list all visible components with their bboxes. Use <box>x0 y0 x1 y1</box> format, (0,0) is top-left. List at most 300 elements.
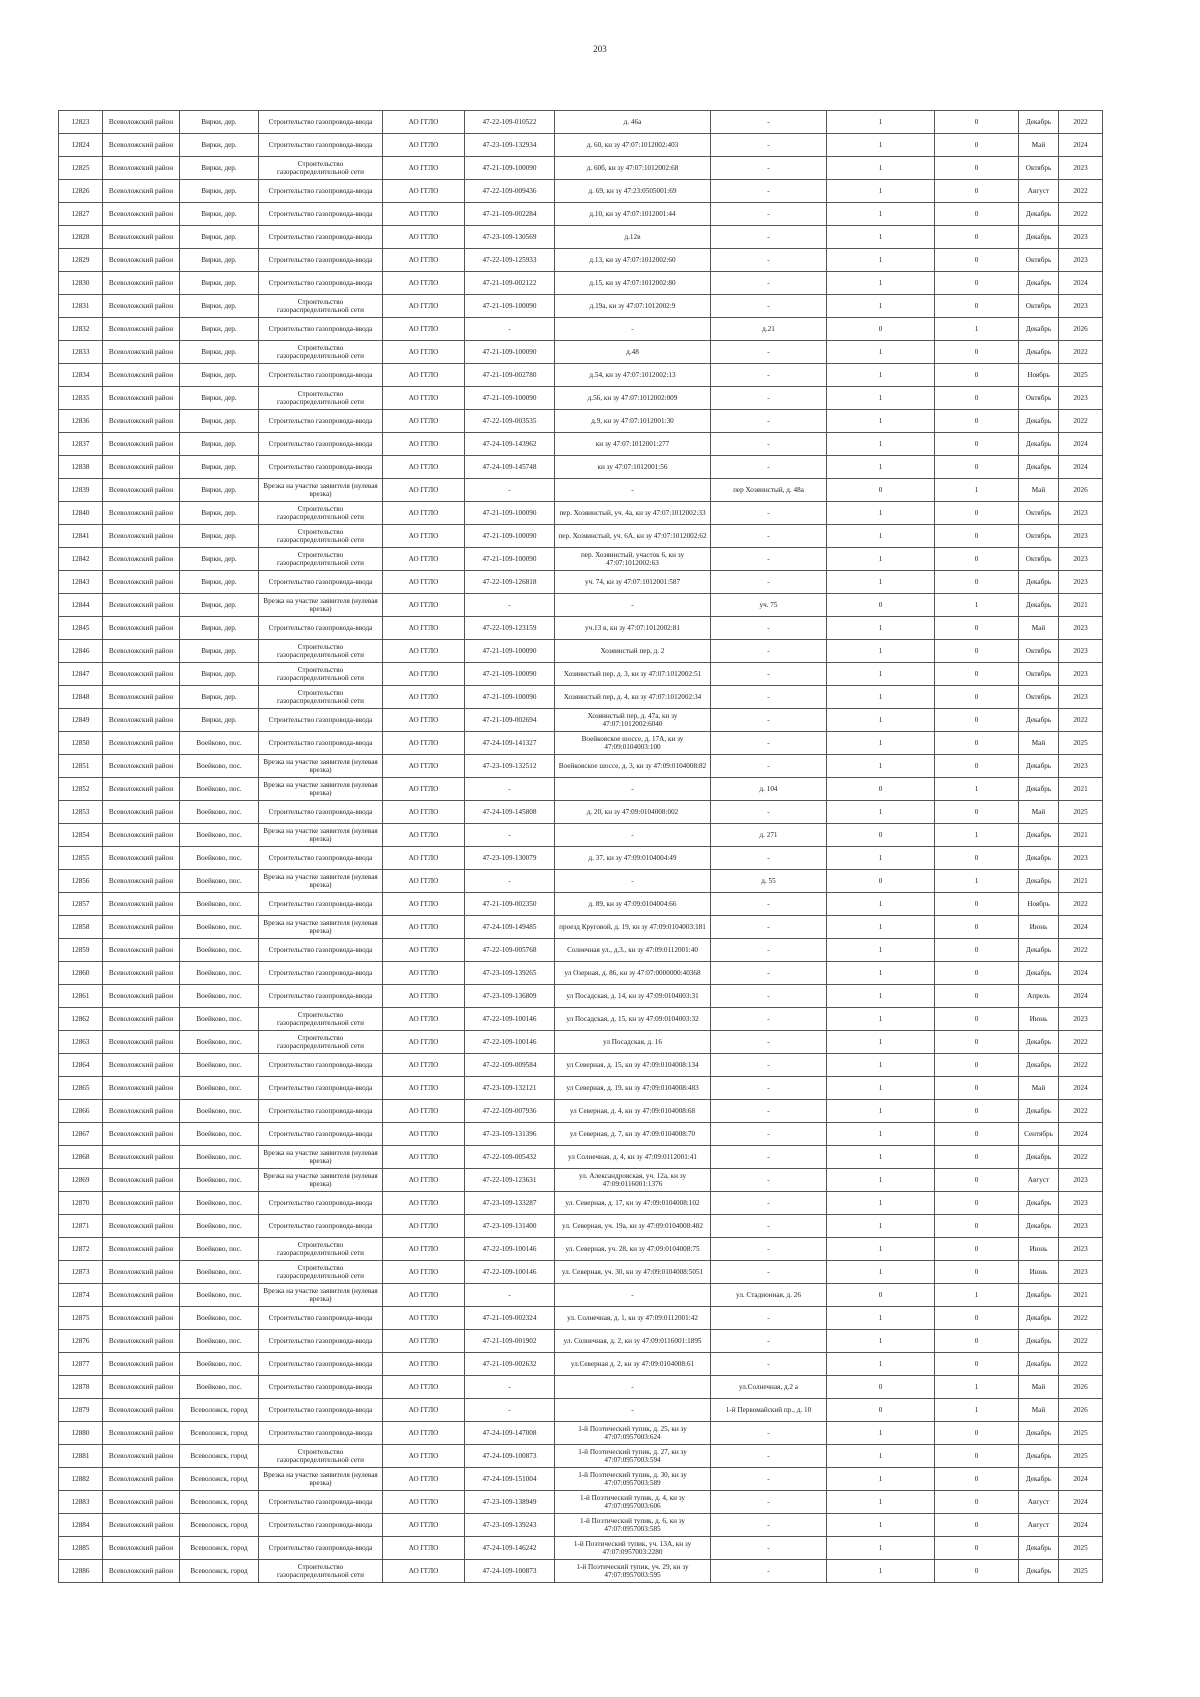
district-cell: Всеволожский район <box>103 1008 180 1031</box>
district-cell: Всеволожский район <box>103 525 180 548</box>
organization-cell: АО ГГЛО <box>383 939 465 962</box>
table-row <box>59 640 1103 663</box>
month-cell: Декабрь <box>1019 1284 1059 1307</box>
work-type-cell: Строительство газораспределительной сети <box>259 1008 383 1031</box>
year-cell: 2024 <box>1059 272 1103 295</box>
table-row <box>59 1537 1103 1560</box>
address-cell: уч.13 в, кн зу 47:07:1012002:81 <box>555 617 711 640</box>
organization-cell: АО ГГЛО <box>383 686 465 709</box>
month-cell: Октябрь <box>1019 525 1059 548</box>
table-row <box>59 157 1103 180</box>
organization-cell: АО ГГЛО <box>383 1215 465 1238</box>
settlement-cell: Вирки, дер. <box>180 663 259 686</box>
organization-cell: АО ГГЛО <box>383 1284 465 1307</box>
planned-address-cell: - <box>711 1537 827 1560</box>
year-cell: 2024 <box>1059 1491 1103 1514</box>
planned-flag-cell: 0 <box>935 709 1019 732</box>
contract-number-cell: 47-23-109-132512 <box>465 755 555 778</box>
planned-flag-cell: 0 <box>935 1215 1019 1238</box>
year-cell: 2024 <box>1059 916 1103 939</box>
planned-address-cell: - <box>711 387 827 410</box>
organization-cell: АО ГГЛО <box>383 985 465 1008</box>
planned-address-cell: - <box>711 1468 827 1491</box>
planned-flag-cell: 1 <box>935 870 1019 893</box>
month-cell: Декабрь <box>1019 571 1059 594</box>
contract-number-cell: 47-21-109-002324 <box>465 1307 555 1330</box>
row-number-cell: 12886 <box>59 1560 103 1583</box>
table-row <box>59 249 1103 272</box>
district-cell: Всеволожский район <box>103 1169 180 1192</box>
year-cell: 2022 <box>1059 1031 1103 1054</box>
district-cell: Всеволожский район <box>103 939 180 962</box>
month-cell: Декабрь <box>1019 1215 1059 1238</box>
work-type-cell: Строительство газопровода-ввода <box>259 226 383 249</box>
work-type-cell: Врезка на участке заявителя (нулевая врезка) <box>259 755 383 778</box>
settlement-cell: Вирки, дер. <box>180 295 259 318</box>
row-number-cell: 12855 <box>59 847 103 870</box>
contract-number-cell: 47-22-109-125933 <box>465 249 555 272</box>
settlement-cell: Всеволожск, город <box>180 1445 259 1468</box>
settlement-cell: Вирки, дер. <box>180 502 259 525</box>
year-cell: 2023 <box>1059 525 1103 548</box>
contract-number-cell: 47-21-109-002694 <box>465 709 555 732</box>
row-number-cell: 12859 <box>59 939 103 962</box>
settlement-cell: Воейково, пос. <box>180 870 259 893</box>
work-type-cell: Строительство газораспределительной сети <box>259 387 383 410</box>
row-number-cell: 12866 <box>59 1100 103 1123</box>
contract-number-cell: 47-21-109-100090 <box>465 502 555 525</box>
completed-flag-cell: 1 <box>827 893 935 916</box>
table-row <box>59 1284 1103 1307</box>
contract-number-cell: 47-21-109-100090 <box>465 548 555 571</box>
row-number-cell: 12851 <box>59 755 103 778</box>
table-row <box>59 1514 1103 1537</box>
table-row <box>59 180 1103 203</box>
completed-flag-cell: 1 <box>827 847 935 870</box>
row-number-cell: 12847 <box>59 663 103 686</box>
settlement-cell: Воейково, пос. <box>180 1031 259 1054</box>
organization-cell: АО ГГЛО <box>383 226 465 249</box>
completed-flag-cell: 1 <box>827 755 935 778</box>
organization-cell: АО ГГЛО <box>383 1353 465 1376</box>
contract-number-cell: - <box>465 1284 555 1307</box>
table-row <box>59 341 1103 364</box>
row-number-cell: 12852 <box>59 778 103 801</box>
row-number-cell: 12858 <box>59 916 103 939</box>
planned-flag-cell: 0 <box>935 985 1019 1008</box>
planned-address-cell: - <box>711 1146 827 1169</box>
settlement-cell: Воейково, пос. <box>180 985 259 1008</box>
table-row <box>59 1008 1103 1031</box>
address-cell: д. 46а <box>555 111 711 134</box>
organization-cell: АО ГГЛО <box>383 203 465 226</box>
table-row <box>59 1215 1103 1238</box>
month-cell: Май <box>1019 479 1059 502</box>
work-type-cell: Строительство газопровода-ввода <box>259 1399 383 1422</box>
year-cell: 2023 <box>1059 571 1103 594</box>
planned-flag-cell: 0 <box>935 1261 1019 1284</box>
month-cell: Декабрь <box>1019 1353 1059 1376</box>
settlement-cell: Всеволожск, город <box>180 1491 259 1514</box>
organization-cell: АО ГГЛО <box>383 1537 465 1560</box>
work-type-cell: Строительство газораспределительной сети <box>259 1560 383 1583</box>
month-cell: Декабрь <box>1019 709 1059 732</box>
year-cell: 2023 <box>1059 640 1103 663</box>
district-cell: Всеволожский район <box>103 364 180 387</box>
completed-flag-cell: 1 <box>827 1537 935 1560</box>
planned-address-cell: - <box>711 1100 827 1123</box>
district-cell: Всеволожский район <box>103 1146 180 1169</box>
address-cell: - <box>555 318 711 341</box>
district-cell: Всеволожский район <box>103 249 180 272</box>
planned-address-cell: - <box>711 433 827 456</box>
contract-number-cell: 47-23-109-130079 <box>465 847 555 870</box>
district-cell: Всеволожский район <box>103 962 180 985</box>
row-number-cell: 12871 <box>59 1215 103 1238</box>
organization-cell: АО ГГЛО <box>383 410 465 433</box>
planned-flag-cell: 0 <box>935 1330 1019 1353</box>
work-type-cell: Строительство газопровода-ввода <box>259 318 383 341</box>
address-cell: пер. Хозяинстый, уч. 6А, кн зу 47:07:1012002:62 <box>555 525 711 548</box>
planned-flag-cell: 0 <box>935 341 1019 364</box>
row-number-cell: 12839 <box>59 479 103 502</box>
month-cell: Июнь <box>1019 1008 1059 1031</box>
completed-flag-cell: 1 <box>827 1468 935 1491</box>
contract-number-cell: 47-21-109-100090 <box>465 295 555 318</box>
address-cell: ул Посадская, д. 15, кн зу 47:09:0104003:32 <box>555 1008 711 1031</box>
organization-cell: АО ГГЛО <box>383 847 465 870</box>
organization-cell: АО ГГЛО <box>383 364 465 387</box>
planned-flag-cell: 0 <box>935 1238 1019 1261</box>
address-cell: д.48 <box>555 341 711 364</box>
table-row <box>59 870 1103 893</box>
organization-cell: АО ГГЛО <box>383 134 465 157</box>
address-cell: ул Северная, д. 4, кн зу 47:09:0104008:68 <box>555 1100 711 1123</box>
organization-cell: АО ГГЛО <box>383 617 465 640</box>
planned-address-cell: - <box>711 709 827 732</box>
work-type-cell: Строительство газопровода-ввода <box>259 1422 383 1445</box>
completed-flag-cell: 1 <box>827 272 935 295</box>
row-number-cell: 12872 <box>59 1238 103 1261</box>
organization-cell: АО ГГЛО <box>383 111 465 134</box>
year-cell: 2022 <box>1059 180 1103 203</box>
planned-flag-cell: 0 <box>935 548 1019 571</box>
row-number-cell: 12867 <box>59 1123 103 1146</box>
district-cell: Всеволожский район <box>103 801 180 824</box>
organization-cell: АО ГГЛО <box>383 1008 465 1031</box>
address-cell: ул. Северная, уч. 28, кн зу 47:09:0104008:75 <box>555 1238 711 1261</box>
contract-number-cell: 47-24-109-100873 <box>465 1445 555 1468</box>
address-cell: д.15, кн зу 47:07:1012002:80 <box>555 272 711 295</box>
row-number-cell: 12870 <box>59 1192 103 1215</box>
month-cell: Декабрь <box>1019 1330 1059 1353</box>
settlement-cell: Вирки, дер. <box>180 157 259 180</box>
organization-cell: АО ГГЛО <box>383 893 465 916</box>
contract-number-cell: 47-21-109-002350 <box>465 893 555 916</box>
district-cell: Всеволожский район <box>103 433 180 456</box>
year-cell: 2024 <box>1059 456 1103 479</box>
contract-number-cell: - <box>465 870 555 893</box>
completed-flag-cell: 1 <box>827 663 935 686</box>
planned-flag-cell: 0 <box>935 111 1019 134</box>
contract-number-cell: 47-21-109-100090 <box>465 387 555 410</box>
work-type-cell: Строительство газораспределительной сети <box>259 1261 383 1284</box>
planned-flag-cell: 0 <box>935 732 1019 755</box>
row-number-cell: 12873 <box>59 1261 103 1284</box>
row-number-cell: 12825 <box>59 157 103 180</box>
planned-address-cell: - <box>711 111 827 134</box>
contract-number-cell: 47-21-109-002122 <box>465 272 555 295</box>
month-cell: Декабрь <box>1019 1100 1059 1123</box>
district-cell: Всеволожский район <box>103 341 180 364</box>
planned-address-cell: - <box>711 1238 827 1261</box>
month-cell: Декабрь <box>1019 1422 1059 1445</box>
planned-flag-cell: 0 <box>935 1054 1019 1077</box>
planned-flag-cell: 0 <box>935 1468 1019 1491</box>
address-cell: - <box>555 778 711 801</box>
district-cell: Всеволожский район <box>103 594 180 617</box>
month-cell: Декабрь <box>1019 1054 1059 1077</box>
year-cell: 2024 <box>1059 1514 1103 1537</box>
month-cell: Декабрь <box>1019 203 1059 226</box>
row-number-cell: 12853 <box>59 801 103 824</box>
district-cell: Всеволожский район <box>103 1376 180 1399</box>
planned-address-cell: - <box>711 502 827 525</box>
month-cell: Август <box>1019 1514 1059 1537</box>
month-cell: Июнь <box>1019 1261 1059 1284</box>
planned-flag-cell: 0 <box>935 1031 1019 1054</box>
organization-cell: АО ГГЛО <box>383 1261 465 1284</box>
year-cell: 2023 <box>1059 686 1103 709</box>
work-type-cell: Врезка на участке заявителя (нулевая врезка) <box>259 1468 383 1491</box>
planned-flag-cell: 1 <box>935 824 1019 847</box>
row-number-cell: 12876 <box>59 1330 103 1353</box>
organization-cell: АО ГГЛО <box>383 272 465 295</box>
settlement-cell: Воейково, пос. <box>180 1192 259 1215</box>
settlement-cell: Вирки, дер. <box>180 341 259 364</box>
year-cell: 2024 <box>1059 1077 1103 1100</box>
row-number-cell: 12850 <box>59 732 103 755</box>
work-type-cell: Строительство газопровода-ввода <box>259 571 383 594</box>
address-cell: д.19а, кн зу 47:07:1012002:9 <box>555 295 711 318</box>
address-cell: уч. 74, кн зу 47:07:1012001:587 <box>555 571 711 594</box>
district-cell: Всеволожский район <box>103 709 180 732</box>
contract-number-cell: 47-21-109-002632 <box>465 1353 555 1376</box>
planned-address-cell: ул.Солнечная, д.2 а <box>711 1376 827 1399</box>
planned-address-cell: - <box>711 985 827 1008</box>
completed-flag-cell: 1 <box>827 111 935 134</box>
organization-cell: АО ГГЛО <box>383 1123 465 1146</box>
organization-cell: АО ГГЛО <box>383 1560 465 1583</box>
address-cell: д. 69, кн зу 47:23:0505001:69 <box>555 180 711 203</box>
address-cell: проезд Круговой, д. 19, кн зу 47:09:0104003:181 <box>555 916 711 939</box>
contract-number-cell: 47-22-109-123631 <box>465 1169 555 1192</box>
contract-number-cell: 47-23-109-132121 <box>465 1077 555 1100</box>
completed-flag-cell: 1 <box>827 801 935 824</box>
contract-number-cell: 47-24-109-145808 <box>465 801 555 824</box>
planned-flag-cell: 0 <box>935 1100 1019 1123</box>
planned-address-cell: 1-й Первомайский пр., д. 10 <box>711 1399 827 1422</box>
row-number-cell: 12830 <box>59 272 103 295</box>
year-cell: 2021 <box>1059 870 1103 893</box>
month-cell: Декабрь <box>1019 594 1059 617</box>
completed-flag-cell: 1 <box>827 939 935 962</box>
district-cell: Всеволожский район <box>103 1284 180 1307</box>
address-cell: д. 20, кн зу 47:09:0104008:002 <box>555 801 711 824</box>
table-row <box>59 1445 1103 1468</box>
settlement-cell: Вирки, дер. <box>180 272 259 295</box>
work-type-cell: Строительство газопровода-ввода <box>259 893 383 916</box>
month-cell: Декабрь <box>1019 939 1059 962</box>
year-cell: 2025 <box>1059 732 1103 755</box>
row-number-cell: 12841 <box>59 525 103 548</box>
year-cell: 2022 <box>1059 1353 1103 1376</box>
month-cell: Октябрь <box>1019 663 1059 686</box>
row-number-cell: 12864 <box>59 1054 103 1077</box>
planned-address-cell: - <box>711 1261 827 1284</box>
organization-cell: АО ГГЛО <box>383 1514 465 1537</box>
work-type-cell: Строительство газопровода-ввода <box>259 1353 383 1376</box>
row-number-cell: 12840 <box>59 502 103 525</box>
planned-address-cell: - <box>711 1169 827 1192</box>
address-cell: 1-й Поэтический тупик, д. 30, кн зу 47:07:0957003:589 <box>555 1468 711 1491</box>
planned-address-cell: д. 271 <box>711 824 827 847</box>
month-cell: Декабрь <box>1019 341 1059 364</box>
address-cell: пер. Хозяинстый, участок 6, кн зу 47:07:1012002:63 <box>555 548 711 571</box>
month-cell: Октябрь <box>1019 502 1059 525</box>
contract-number-cell: 47-22-109-123159 <box>465 617 555 640</box>
row-number-cell: 12846 <box>59 640 103 663</box>
district-cell: Всеволожский район <box>103 1560 180 1583</box>
table-row <box>59 548 1103 571</box>
organization-cell: АО ГГЛО <box>383 732 465 755</box>
contract-number-cell: 47-22-109-003535 <box>465 410 555 433</box>
completed-flag-cell: 1 <box>827 732 935 755</box>
contract-number-cell: 47-21-109-100090 <box>465 663 555 686</box>
year-cell: 2022 <box>1059 1054 1103 1077</box>
address-cell: кн зу 47:07:1012001:277 <box>555 433 711 456</box>
district-cell: Всеволожский район <box>103 1123 180 1146</box>
year-cell: 2023 <box>1059 249 1103 272</box>
address-cell: - <box>555 479 711 502</box>
district-cell: Всеволожский район <box>103 985 180 1008</box>
organization-cell: АО ГГЛО <box>383 1192 465 1215</box>
completed-flag-cell: 1 <box>827 456 935 479</box>
completed-flag-cell: 1 <box>827 962 935 985</box>
table-row <box>59 387 1103 410</box>
address-cell: - <box>555 824 711 847</box>
completed-flag-cell: 0 <box>827 1376 935 1399</box>
planned-flag-cell: 0 <box>935 686 1019 709</box>
address-cell: - <box>555 870 711 893</box>
table-row <box>59 1422 1103 1445</box>
organization-cell: АО ГГЛО <box>383 1100 465 1123</box>
work-type-cell: Строительство газопровода-ввода <box>259 709 383 732</box>
settlement-cell: Воейково, пос. <box>180 1100 259 1123</box>
district-cell: Всеволожский район <box>103 479 180 502</box>
completed-flag-cell: 1 <box>827 295 935 318</box>
work-type-cell: Врезка на участке заявителя (нулевая врезка) <box>259 1146 383 1169</box>
table-row <box>59 709 1103 732</box>
work-type-cell: Строительство газопровода-ввода <box>259 272 383 295</box>
work-type-cell: Строительство газопровода-ввода <box>259 1123 383 1146</box>
work-type-cell: Строительство газораспределительной сети <box>259 548 383 571</box>
month-cell: Май <box>1019 1376 1059 1399</box>
address-cell: ул Посадская, д. 14, кн зу 47:09:0104003:31 <box>555 985 711 1008</box>
month-cell: Декабрь <box>1019 272 1059 295</box>
district-cell: Всеволожский район <box>103 732 180 755</box>
row-number-cell: 12875 <box>59 1307 103 1330</box>
address-cell: - <box>555 1376 711 1399</box>
planned-address-cell: - <box>711 893 827 916</box>
table-row <box>59 1238 1103 1261</box>
table-row <box>59 663 1103 686</box>
year-cell: 2023 <box>1059 387 1103 410</box>
completed-flag-cell: 1 <box>827 1261 935 1284</box>
month-cell: Август <box>1019 180 1059 203</box>
planned-address-cell: - <box>711 916 827 939</box>
district-cell: Всеволожский район <box>103 1353 180 1376</box>
month-cell: Декабрь <box>1019 1445 1059 1468</box>
row-number-cell: 12885 <box>59 1537 103 1560</box>
completed-flag-cell: 0 <box>827 594 935 617</box>
planned-flag-cell: 0 <box>935 1008 1019 1031</box>
planned-flag-cell: 0 <box>935 801 1019 824</box>
planned-address-cell: - <box>711 272 827 295</box>
planned-address-cell: - <box>711 364 827 387</box>
month-cell: Октябрь <box>1019 157 1059 180</box>
settlement-cell: Вирки, дер. <box>180 548 259 571</box>
completed-flag-cell: 1 <box>827 1422 935 1445</box>
row-number-cell: 12868 <box>59 1146 103 1169</box>
organization-cell: АО ГГЛО <box>383 1146 465 1169</box>
year-cell: 2023 <box>1059 755 1103 778</box>
table-row <box>59 502 1103 525</box>
row-number-cell: 12828 <box>59 226 103 249</box>
year-cell: 2022 <box>1059 893 1103 916</box>
planned-address-cell: - <box>711 226 827 249</box>
address-cell: 1-й Поэтический тупик, уч. 13А, кн зу 47:07:0957003:2280 <box>555 1537 711 1560</box>
contract-number-cell: 47-22-109-005768 <box>465 939 555 962</box>
row-number-cell: 12835 <box>59 387 103 410</box>
settlement-cell: Воейково, пос. <box>180 1353 259 1376</box>
organization-cell: АО ГГЛО <box>383 479 465 502</box>
district-cell: Всеволожский район <box>103 318 180 341</box>
work-type-cell: Строительство газораспределительной сети <box>259 640 383 663</box>
year-cell: 2023 <box>1059 226 1103 249</box>
table-row <box>59 1399 1103 1422</box>
completed-flag-cell: 1 <box>827 180 935 203</box>
organization-cell: АО ГГЛО <box>383 755 465 778</box>
year-cell: 2026 <box>1059 318 1103 341</box>
table-row <box>59 433 1103 456</box>
address-cell: д.13, кн зу 47:07:1012002:60 <box>555 249 711 272</box>
address-cell: д.10, кн зу 47:07:1012001:44 <box>555 203 711 226</box>
contract-number-cell: 47-22-109-009436 <box>465 180 555 203</box>
district-cell: Всеволожский район <box>103 410 180 433</box>
contract-number-cell: 47-24-109-146242 <box>465 1537 555 1560</box>
contract-number-cell: 47-23-109-130569 <box>465 226 555 249</box>
organization-cell: АО ГГЛО <box>383 1330 465 1353</box>
work-type-cell: Строительство газопровода-ввода <box>259 249 383 272</box>
table-row <box>59 1192 1103 1215</box>
row-number-cell: 12861 <box>59 985 103 1008</box>
address-cell: д. 60б, кн зу 47:07:1012002:68 <box>555 157 711 180</box>
contract-number-cell: 47-23-109-132934 <box>465 134 555 157</box>
gasification-register-table <box>58 110 1103 1583</box>
completed-flag-cell: 1 <box>827 341 935 364</box>
district-cell: Всеволожский район <box>103 686 180 709</box>
